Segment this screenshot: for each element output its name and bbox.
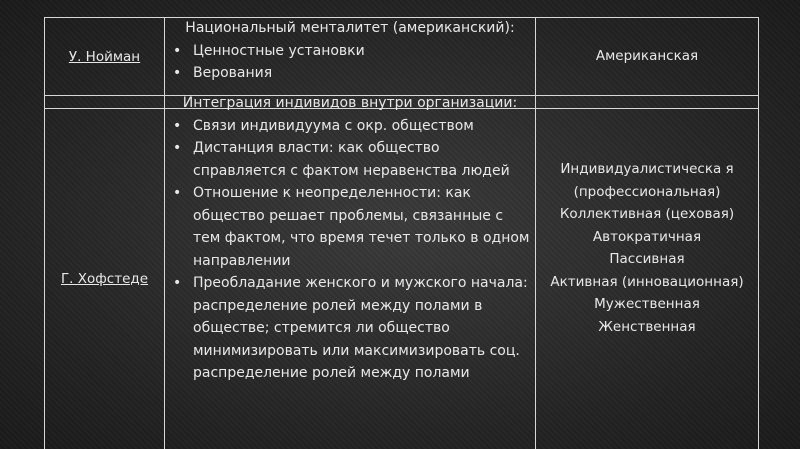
value-line: Женственная: [598, 318, 696, 335]
value-line: Мужественная: [594, 296, 700, 312]
value-line: Индивидуалистическа я (профессиональная): [560, 161, 734, 200]
list-item: • Связи индивидуума с окр. обществом: [193, 115, 531, 138]
value-line: Пассивная: [609, 251, 685, 267]
comparison-table: [44, 17, 759, 449]
list-item: • Верования: [193, 62, 531, 85]
value-cell: Американская: [536, 18, 759, 96]
author-cell: [45, 109, 165, 449]
author-cell: [45, 18, 165, 96]
value-line: Автократичная: [592, 228, 702, 245]
criteria-heading: Национальный менталитет (американский):: [185, 20, 515, 36]
criteria-heading: Интеграция индивидов внутри организации:: [182, 95, 518, 111]
value-cell: [536, 109, 759, 449]
table-row: [45, 109, 759, 449]
list-item: • Ценностные установки: [193, 40, 531, 63]
author-link[interactable]: У. Нойман: [68, 48, 141, 65]
criteria-cell: [165, 18, 536, 96]
author-link[interactable]: Г. Хофстеде: [60, 271, 149, 287]
criteria-list: [169, 115, 531, 385]
list-item: • Преобладание женского и мужского начала: распределение ролей между полами в обществе; стремится ли общество минимизировать или максимизировать соц. распределение ролей между полами: [193, 272, 531, 385]
table-row: [45, 18, 759, 96]
list-item: • Дистанция власти: как общество справляется с фактом неравенства людей: [193, 137, 531, 182]
criteria-cell: [165, 95, 536, 449]
value-line: Коллективная (цеховая): [559, 206, 735, 222]
criteria-list: [169, 40, 531, 85]
empty-cell: [45, 96, 165, 109]
empty-cell: [536, 96, 759, 109]
list-item: • Отношение к неопределенности: как общество решает проблемы, связанные с тем фактом, что время течет только в одном направлении: [193, 182, 531, 272]
value-line: Активная (инновационная): [550, 273, 744, 290]
